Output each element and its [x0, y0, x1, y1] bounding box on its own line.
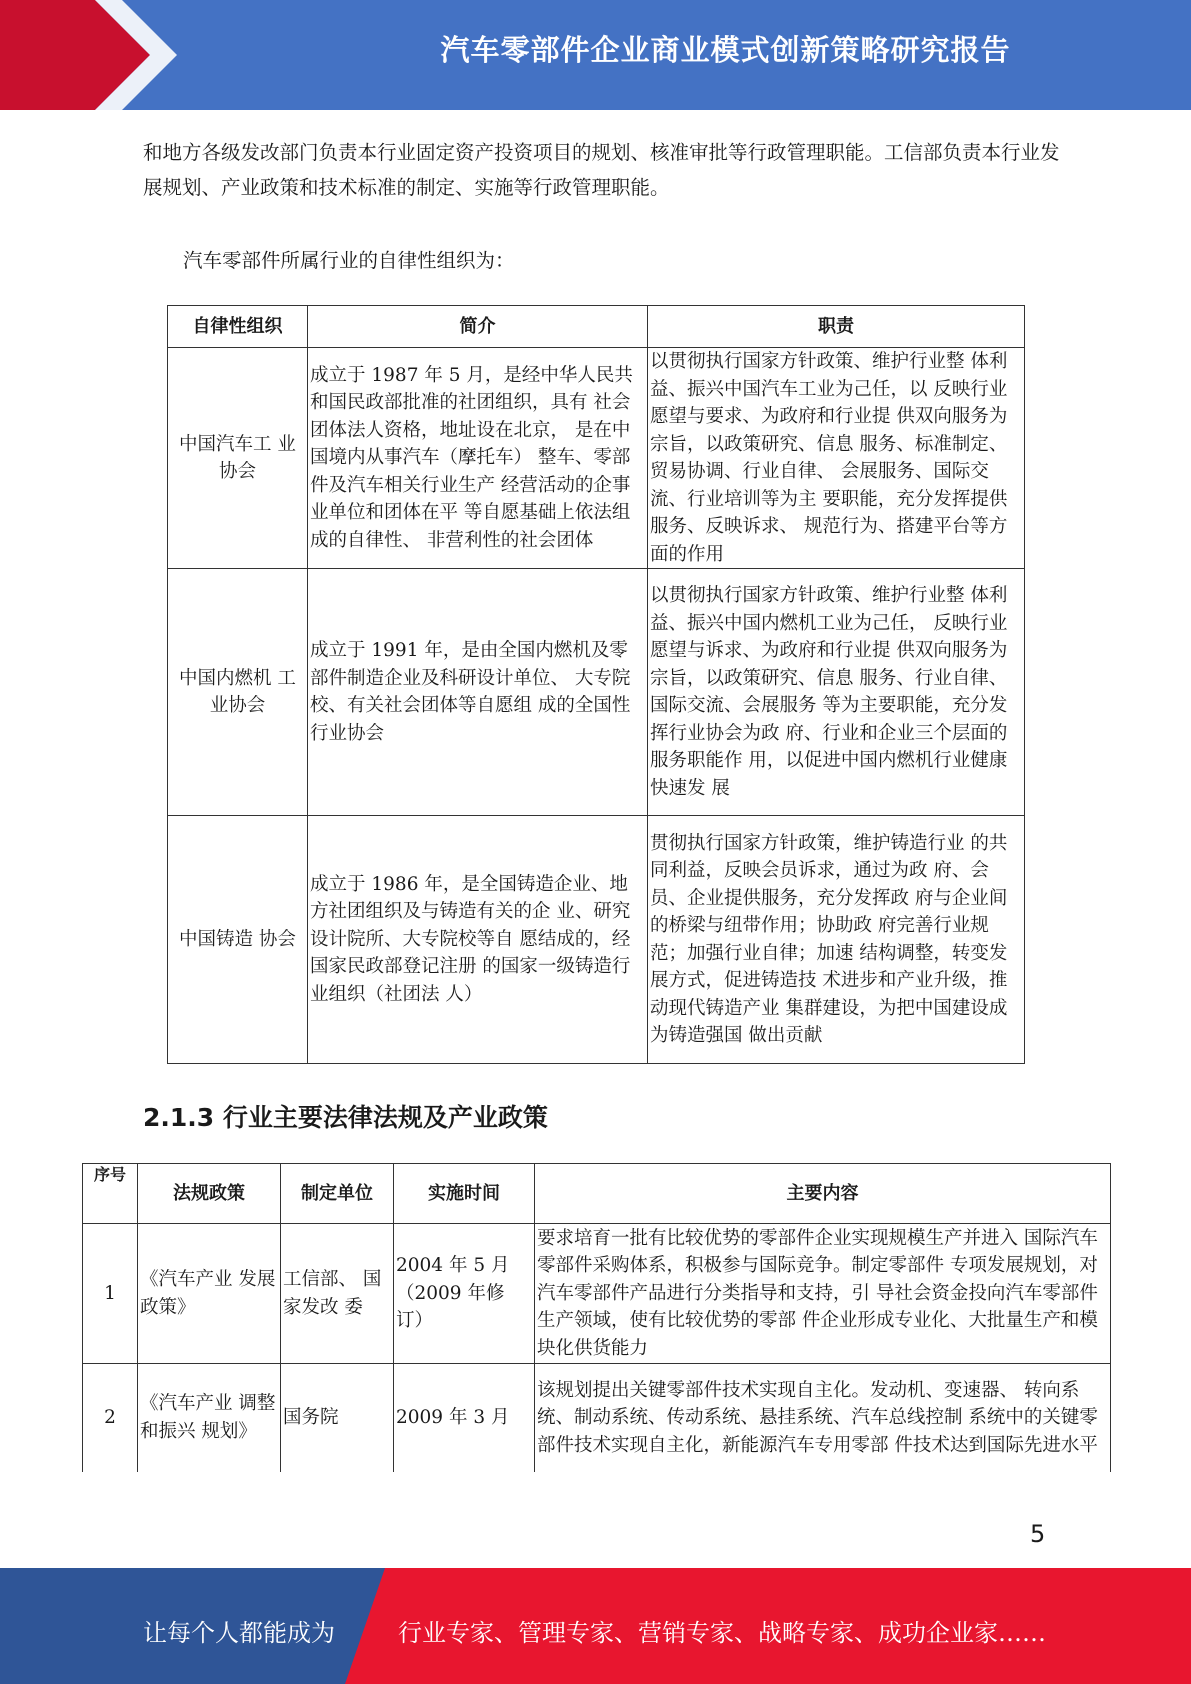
date-cell: 2004 年 5 月（2009 年修订）: [394, 1224, 535, 1364]
org-name-cell: 中国内燃机 工业协会: [168, 569, 308, 816]
footer-slogan-right: 行业专家、管理专家、营销专家、战略专家、成功企业家……: [398, 1619, 1046, 1647]
column-header: 主要内容: [535, 1164, 1111, 1224]
column-header: 简介: [308, 306, 648, 348]
row-number-cell: 2: [83, 1364, 138, 1472]
date-cell: 2009 年 3 月: [394, 1364, 535, 1472]
org-intro-cell: 成立于 1991 年，是由全国内燃机及零部件制造企业及科研设计单位、 大专院校、有关社会团体等自愿组 成的全国性行业协会: [308, 569, 648, 816]
column-header: 法规政策: [138, 1164, 281, 1224]
column-header: 实施时间: [394, 1164, 535, 1224]
table-row: [168, 569, 1025, 816]
org-duty-cell: 以贯彻执行国家方针政策、维护行业整 体利益、振兴中国汽车工业为己任，以 反映行业愿望与要求、为政府和行业提 供双向服务为宗旨，以政策研究、信息 服务、标准制定、贸易协调、行业自律、 会展服务、国际交流、行业培训等为主 要职能，充分发挥提供服务、反映诉求、 规范行为、搭建平台等方面的作用: [648, 348, 1025, 569]
header-arrow-graphic: [0, 0, 300, 110]
row-number-cell: 1: [83, 1224, 138, 1364]
column-header: 自律性组织: [168, 306, 308, 348]
org-name-cell: 中国汽车工 业协会: [168, 348, 308, 569]
page-number: 5: [1030, 1520, 1046, 1548]
table-row: [168, 816, 1025, 1064]
table-header-row: [168, 306, 1025, 348]
column-header: 制定单位: [281, 1164, 394, 1224]
policy-name-cell: 《汽车产业 调整和振兴 规划》: [138, 1364, 281, 1472]
table-row: [83, 1364, 1111, 1472]
org-intro-cell: 成立于 1986 年，是全国铸造企业、地方社团组织及与铸造有关的企 业、研究设计院所、大专院校等自 愿结成的，经国家民政部登记注册 的国家一级铸造行业组织（社团法 人）: [308, 816, 648, 1064]
page-header: [0, 0, 1191, 110]
content-cell: 要求培育一批有比较优势的零部件企业实现规模生产并进入 国际汽车零部件采购体系，积极参与国际竞争。制定零部件 专项发展规划，对汽车零部件产品进行分类指导和支持，引 导社会资金投向汽车零部件生产领域，使有比较优势的零部 件企业形成专业化、大批量生产和模块化供货能力: [535, 1224, 1111, 1364]
table-row: [83, 1224, 1111, 1364]
org-name-cell: 中国铸造 协会: [168, 816, 308, 1064]
column-header: 职责: [648, 306, 1025, 348]
footer-slogan-left: 让每个人都能成为: [143, 1619, 335, 1647]
section-heading: 2.1.3 行业主要法律法规及产业政策: [143, 1103, 548, 1132]
self-regulatory-org-table: [167, 305, 1025, 1064]
policy-name-cell: 《汽车产业 发展政策》: [138, 1224, 281, 1364]
org-duty-cell: 以贯彻执行国家方针政策、维护行业整 体利益、振兴中国内燃机工业为己任， 反映行业愿望与诉求、为政府和行业提 供双向服务为宗旨，以政策研究、信息 服务、行业自律、国际交流、会展服务 等为主要职能，充分发挥行业协会为政 府、行业和企业三个层面的服务职能作 用，以促进中国内燃机行业健康快速发 展: [648, 569, 1025, 816]
column-header: 序号: [83, 1164, 138, 1224]
table-header-row: [83, 1164, 1111, 1224]
org-intro-cell: 成立于 1987 年 5 月，是经中华人民共和国民政部批准的社团组织，具有 社会团体法人资格，地址设在北京， 是在中国境内从事汽车（摩托车） 整车、零部件及汽车相关行业生产 经营活动的企事业单位和团体在平 等自愿基础上依法组成的自律性、 非营利性的社会团体: [308, 348, 648, 569]
maker-cell: 工信部、 国家发改 委: [281, 1224, 394, 1364]
table-row: [168, 348, 1025, 569]
content-cell: 该规划提出关键零部件技术实现自主化。发动机、变速器、 转向系统、制动系统、传动系统、悬挂系统、汽车总线控制 系统中的关键零部件技术实现自主化，新能源汽车专用零部 件技术达到国际先进水平: [535, 1364, 1111, 1472]
org-duty-cell: 贯彻执行国家方针政策，维护铸造行业 的共同利益，反映会员诉求，通过为政 府、会员、企业提供服务，充分发挥政 府与企业间的桥梁与纽带作用；协助政 府完善行业规范；加强行业自律；加速 结构调整，转变发展方式，促进铸造技 术进步和产业升级，推动现代铸造产业 集群建设，为把中国建设成为铸造强国 做出贡献: [648, 816, 1025, 1064]
laws-policies-table: [82, 1163, 1111, 1472]
intro-paragraph: 和地方各级发改部门负责本行业固定资产投资项目的规划、核准审批等行政管理职能。工信部负责本行业发展规划、产业政策和技术标准的制定、实施等行政管理职能。: [143, 141, 1060, 199]
page-footer: [0, 1568, 1191, 1684]
lead-paragraph: 汽车零部件所属行业的自律性组织为：: [183, 249, 515, 272]
report-title: 汽车零部件企业商业模式创新策略研究报告: [440, 33, 1011, 67]
maker-cell: 国务院: [281, 1364, 394, 1472]
